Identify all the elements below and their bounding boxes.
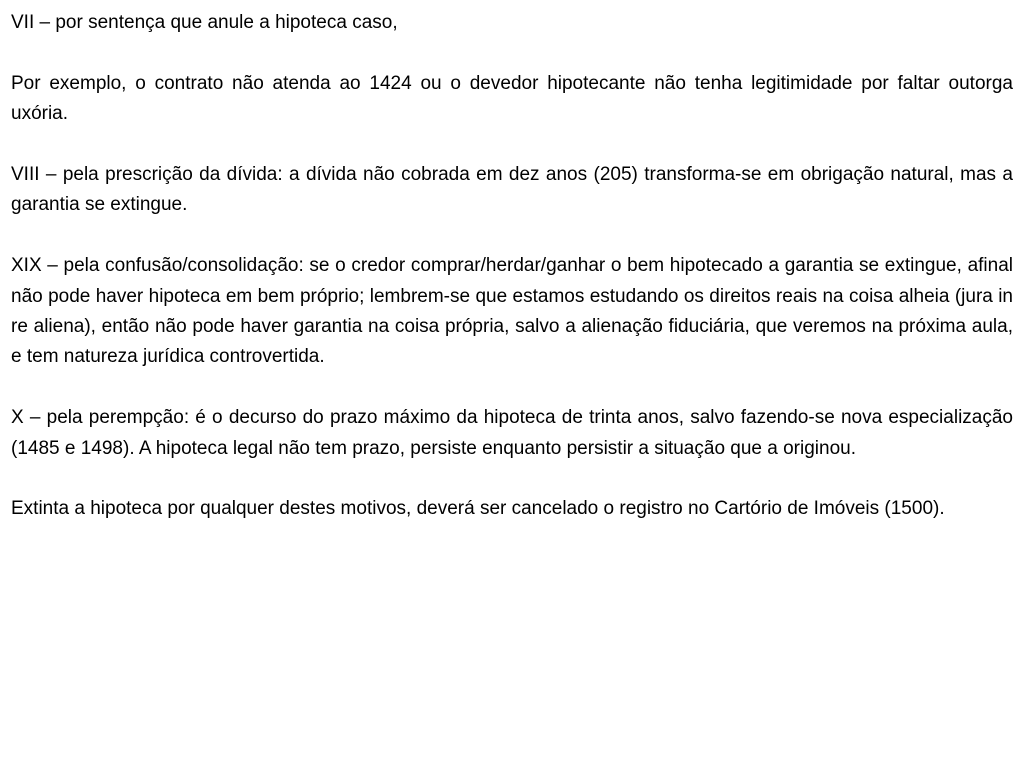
paragraph-xix: XIX – pela confusão/consolidação: se o credor comprar/herdar/ganhar o bem hipotecado a garantia se extingue, afinal não pode haver hipoteca em bem próprio; lembrem-se que estamos estudando os direitos reais na coisa alheia (jura in re aliena), então não pode haver garantia na coisa própria, salvo a alienação fiduciária, que veremos na próxima aula, e tem natureza jurídica controvertida. — [11, 255, 1013, 368]
paragraph-vii: VII – por sentença que anule a hipoteca caso, — [11, 12, 398, 33]
paragraph-x: X – pela perempção: é o decurso do prazo máximo da hipoteca de trinta anos, salvo fazendo-se nova especialização (1485 e 1498). A hipoteca legal não tem prazo, persiste enquanto persistir a situação que a originou. — [11, 407, 1013, 459]
paragraph-example: Por exemplo, o contrato não atenda ao 1424 ou o devedor hipotecante não tenha legitimidade por faltar outorga uxória. — [11, 72, 1013, 125]
paragraph-viii: VIII – pela prescrição da dívida: a dívida não cobrada em dez anos (205) transforma-se em obrigação natural, mas a garantia se extingue. — [11, 164, 1013, 216]
paragraph-conclusion: Extinta a hipoteca por qualquer destes motivos, deverá ser cancelado o registro no Cartório de Imóveis (1500). — [11, 498, 945, 520]
